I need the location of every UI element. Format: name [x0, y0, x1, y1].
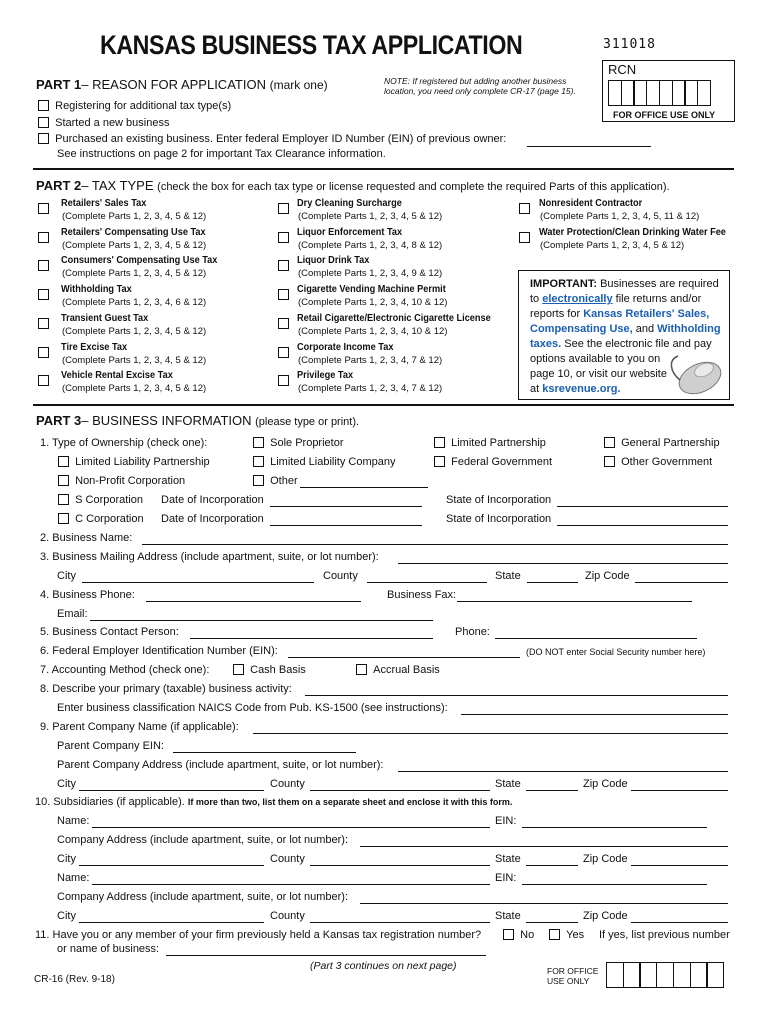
ownership-othergov[interactable]: Other Government: [604, 456, 712, 468]
checkbox[interactable]: [38, 117, 49, 128]
sub2-name-label: Name:: [57, 872, 90, 884]
q2-label: 2. Business Name:: [40, 532, 133, 544]
q6-label: 6. Federal Employer Identification Number (EIN):: [40, 645, 278, 657]
checkbox[interactable]: [356, 664, 367, 675]
email-field[interactable]: [90, 620, 433, 621]
sub2-county-label: County: [270, 910, 305, 922]
tax-type-option[interactable]: [38, 256, 49, 274]
tax-type-parts: (Complete Parts 1, 2, 3, 4, 8 & 12): [298, 239, 443, 251]
parent-state-label: State: [495, 778, 521, 790]
county-field[interactable]: [367, 582, 487, 583]
divider: [33, 404, 734, 406]
q11-previous-number-label: If yes, list previous number: [599, 929, 730, 941]
mailing-address-field[interactable]: [398, 563, 728, 564]
important-text: IMPORTANT: Businesses are required to electronically file returns and/or reports for Kansas Retailers' Sales, Compensating Use, and Withholding taxes. See the electronic file and pay options available to you on page 10, or visit our website at ksrevenue.org.: [530, 278, 721, 395]
part1-note: NOTE: If registered but adding another business location, you need only complete CR-17 (page 15).: [384, 76, 576, 96]
option-new-business[interactable]: Started a new business: [38, 117, 169, 129]
scorp-state-field[interactable]: [557, 506, 728, 507]
footer-office-label: FOR OFFICE USE ONLY: [547, 966, 599, 986]
checkbox[interactable]: [503, 929, 514, 940]
q9-label: 9. Parent Company Name (if applicable):: [40, 721, 239, 733]
rcn-label: RCN: [608, 62, 637, 77]
q8-label: 8. Describe your primary (taxable) business activity:: [40, 683, 292, 695]
part3-heading: PART 3– BUSINESS INFORMATION (please type or print).: [36, 413, 360, 428]
checkbox[interactable]: [253, 437, 264, 448]
naics-field[interactable]: [461, 714, 728, 715]
form-code: 311018: [603, 37, 656, 52]
tax-type-name: Withholding Tax: [61, 284, 132, 296]
checkbox[interactable]: [38, 260, 49, 271]
cash-basis-option[interactable]: Cash Basis: [233, 664, 306, 676]
rcn-cells: [608, 80, 710, 106]
checkbox[interactable]: [604, 456, 615, 467]
tax-type-name: Cigarette Vending Machine Permit: [297, 284, 446, 296]
checkbox[interactable]: [434, 456, 445, 467]
sub2-county-field[interactable]: [310, 922, 490, 923]
previous-ein-field[interactable]: [527, 146, 651, 147]
tax-type-option[interactable]: [38, 314, 49, 332]
q11-label: 11. Have you or any member of your firm previously held a Kansas tax registration number?: [35, 929, 482, 941]
tax-type-option[interactable]: [38, 343, 49, 361]
parent-county-field[interactable]: [310, 790, 490, 791]
tax-type-name: Privilege Tax: [297, 370, 354, 382]
business-phone-field[interactable]: [146, 601, 361, 602]
ownership-llp[interactable]: Limited Liability Partnership: [58, 456, 210, 468]
tax-type-name: Tire Excise Tax: [61, 341, 128, 353]
form-revision: CR-16 (Rev. 9-18): [34, 974, 115, 985]
q7-label: 7. Accounting Method (check one):: [40, 664, 210, 676]
ownership-lp[interactable]: Limited Partnership: [434, 437, 546, 449]
ownership-scorp[interactable]: S Corporation: [58, 494, 143, 506]
parent-ein-field[interactable]: [173, 752, 356, 753]
tax-type-parts: (Complete Parts 1, 2, 3, 4, 6 & 12): [62, 297, 207, 309]
sub1-city-field[interactable]: [79, 865, 264, 866]
city-field[interactable]: [82, 582, 314, 583]
checkbox[interactable]: [38, 347, 49, 358]
q6-note: (DO NOT enter Social Security number here): [526, 647, 706, 657]
q11-no-option[interactable]: No: [503, 929, 534, 941]
sub2-city-label: City: [57, 910, 76, 922]
ownership-fed[interactable]: Federal Government: [434, 456, 552, 468]
tax-type-parts: (Complete Parts 1, 2, 3, 4, 5 & 12): [62, 325, 207, 337]
checkbox[interactable]: [38, 232, 49, 243]
continues-note: (Part 3 continues on next page): [310, 960, 457, 972]
contact-phone-field[interactable]: [495, 638, 697, 639]
tax-type-option[interactable]: [278, 256, 289, 274]
page-title: KANSAS BUSINESS TAX APPLICATION: [100, 30, 523, 60]
checkbox[interactable]: [253, 475, 264, 486]
tax-type-option[interactable]: [519, 199, 530, 217]
zip-label: Zip Code: [585, 570, 630, 582]
tax-type-name: Liquor Enforcement Tax: [297, 226, 403, 238]
ccorp-date-field[interactable]: [270, 525, 422, 526]
tax-type-name: Consumers' Compensating Use Tax: [61, 255, 218, 267]
checkbox[interactable]: [38, 318, 49, 329]
fax-label: Business Fax:: [387, 589, 457, 601]
tax-type-name: Retailers' Sales Tax: [61, 198, 147, 209]
tax-type-parts: (Complete Parts 1, 2, 3, 4, 5, 11 & 12): [540, 211, 700, 222]
checkbox[interactable]: [233, 664, 244, 675]
tax-type-parts: (Complete Parts 1, 2, 3, 4, 5 & 12): [540, 239, 685, 251]
ownership-llc[interactable]: Limited Liability Company: [253, 456, 395, 468]
parent-zip-label: Zip Code: [583, 778, 628, 790]
contact-person-field[interactable]: [190, 638, 433, 639]
checkbox[interactable]: [278, 232, 289, 243]
ownership-gp[interactable]: General Partnership: [604, 437, 720, 449]
option-additional-tax[interactable]: Registering for additional tax type(s): [38, 100, 231, 112]
ownership-other[interactable]: Other: [253, 475, 298, 487]
parent-zip-field[interactable]: [631, 790, 728, 791]
tax-type-name: Dry Cleaning Surcharge: [297, 198, 402, 209]
tax-type-option[interactable]: [38, 199, 49, 217]
tax-type-parts: (Complete Parts 1, 2, 3, 4, 9 & 12): [298, 268, 443, 280]
sub2-zip-label: Zip Code: [583, 910, 628, 922]
part1-heading: PART 1– REASON FOR APPLICATION (mark one): [36, 77, 328, 92]
tax-type-option[interactable]: [278, 199, 289, 217]
sub2-address-label: Company Address (include apartment, suite, or lot number):: [57, 891, 349, 903]
sub2-ein-label: EIN:: [495, 872, 517, 884]
parent-name-field[interactable]: [253, 733, 728, 734]
tax-type-name: Corporate Income Tax: [297, 341, 394, 353]
sub2-address-field[interactable]: [360, 903, 728, 904]
tax-type-parts: (Complete Parts 1, 2, 3, 4, 10 & 12): [298, 297, 448, 309]
other-ownership-field[interactable]: [300, 487, 428, 488]
state-label: State: [495, 570, 521, 582]
q11-business-name-label: or name of business:: [57, 943, 160, 955]
checkbox[interactable]: [278, 375, 289, 386]
checkbox[interactable]: [253, 456, 264, 467]
tax-type-name: Transient Guest Tax: [61, 312, 149, 324]
tax-type-name: Vehicle Rental Excise Tax: [61, 370, 173, 382]
sub1-address-field[interactable]: [360, 846, 728, 847]
tax-type-option[interactable]: [278, 314, 289, 332]
ksrevenue-link[interactable]: ksrevenue.org.: [542, 383, 621, 395]
tax-type-option[interactable]: [519, 228, 530, 246]
ownership-sole[interactable]: Sole Proprietor: [253, 437, 344, 449]
naics-label: Enter business classification NAICS Code from Pub. KS-1500 (see instructions):: [57, 702, 448, 714]
tax-type-parts: (Complete Parts 1, 2, 3, 4, 5 & 12): [62, 383, 207, 395]
footer-office-cells: [606, 962, 723, 988]
parent-ein-label: Parent Company EIN:: [57, 740, 164, 752]
tax-type-option[interactable]: [278, 228, 289, 246]
ccorp-state-label: State of Incorporation: [446, 513, 552, 525]
accrual-basis-option[interactable]: Accrual Basis: [356, 664, 440, 676]
checkbox[interactable]: [38, 289, 49, 300]
fein-field[interactable]: [288, 657, 520, 658]
parent-county-label: County: [270, 778, 305, 790]
tax-type-option[interactable]: [278, 285, 289, 303]
tax-type-parts: (Complete Parts 1, 2, 3, 4, 10 & 12): [298, 325, 448, 337]
tax-type-option[interactable]: [278, 343, 289, 361]
scorp-date-label: Date of Incorporation: [161, 494, 264, 506]
checkbox[interactable]: [278, 289, 289, 300]
checkbox[interactable]: [278, 347, 289, 358]
business-activity-field[interactable]: [305, 695, 728, 696]
checkbox[interactable]: [549, 929, 560, 940]
county-label: County: [323, 570, 358, 582]
tax-type-parts: (Complete Parts 1, 2, 3, 4, 5 & 12): [62, 354, 207, 366]
sub1-name-label: Name:: [57, 815, 90, 827]
sub2-state-field[interactable]: [526, 922, 578, 923]
checkbox[interactable]: [38, 100, 49, 111]
q5-label: 5. Business Contact Person:: [40, 626, 179, 638]
parent-address-label: Parent Company Address (include apartment, suite, or lot number):: [57, 759, 384, 771]
q3-label: 3. Business Mailing Address (include apartment, suite, or lot number):: [40, 551, 379, 563]
ownership-ccorp[interactable]: C Corporation: [58, 513, 144, 525]
sub1-ein-label: EIN:: [495, 815, 517, 827]
ownership-nonprofit[interactable]: Non-Profit Corporation: [58, 475, 185, 487]
sub2-ein-field[interactable]: [522, 884, 707, 885]
sub2-city-field[interactable]: [79, 922, 264, 923]
ccorp-state-field[interactable]: [557, 525, 728, 526]
zip-field[interactable]: [635, 582, 728, 583]
parent-address-field[interactable]: [398, 771, 728, 772]
scorp-state-label: State of Incorporation: [446, 494, 552, 506]
checkbox[interactable]: [278, 318, 289, 329]
sub2-state-label: State: [495, 910, 521, 922]
parent-city-label: City: [57, 778, 76, 790]
ccorp-date-label: Date of Incorporation: [161, 513, 264, 525]
q11-yes-option[interactable]: Yes: [549, 929, 584, 941]
checkbox[interactable]: [58, 456, 69, 467]
checkbox[interactable]: [38, 203, 49, 214]
sub1-city-label: City: [57, 853, 76, 865]
sub1-address-label: Company Address (include apartment, suite, or lot number):: [57, 834, 349, 846]
checkbox[interactable]: [519, 203, 530, 214]
q4-label: 4. Business Phone:: [40, 589, 135, 601]
q1-label: 1. Type of Ownership (check one):: [40, 437, 208, 449]
sub1-zip-field[interactable]: [631, 865, 728, 866]
tax-type-name: Liquor Drink Tax: [297, 255, 370, 267]
sub1-county-label: County: [270, 853, 305, 865]
checkbox[interactable]: [58, 494, 69, 505]
sub1-ein-field[interactable]: [522, 827, 707, 828]
parent-state-field[interactable]: [526, 790, 578, 791]
phone-label: Phone:: [455, 626, 490, 638]
tax-type-option[interactable]: [278, 371, 289, 389]
checkbox[interactable]: [38, 375, 49, 386]
checkbox[interactable]: [58, 475, 69, 486]
tax-type-parts: (Complete Parts 1, 2, 3, 4, 7 & 12): [298, 383, 443, 395]
tax-type-option[interactable]: [38, 228, 49, 246]
email-label: Email:: [57, 608, 88, 620]
business-name-field[interactable]: [142, 544, 728, 545]
sub2-name-field[interactable]: [92, 884, 490, 885]
office-use-label: FOR OFFICE USE ONLY: [613, 110, 716, 120]
scorp-date-field[interactable]: [270, 506, 422, 507]
tax-type-name: Retailers' Compensating Use Tax: [61, 226, 206, 238]
previous-number-field[interactable]: [166, 955, 486, 956]
checkbox[interactable]: [434, 437, 445, 448]
electronically-link[interactable]: electronically: [542, 293, 613, 305]
state-field[interactable]: [527, 582, 578, 583]
tax-type-parts: (Complete Parts 1, 2, 3, 4, 5 & 12): [62, 268, 207, 280]
sub1-state-label: State: [495, 853, 521, 865]
sub1-state-field[interactable]: [526, 865, 578, 866]
business-fax-field[interactable]: [457, 601, 692, 602]
divider: [33, 168, 734, 170]
city-label: City: [57, 570, 76, 582]
tax-type-option[interactable]: [38, 285, 49, 303]
tax-type-name: Nonresident Contractor: [539, 198, 643, 209]
q10-label: 10. Subsidiaries (if applicable). If more than two, list them on a separate sheet and enclose it with this form.: [35, 796, 513, 808]
sub2-zip-field[interactable]: [631, 922, 728, 923]
tax-type-name: Retail Cigarette/Electronic Cigarette License: [297, 312, 491, 324]
tax-type-name: Water Protection/Clean Drinking Water Fee: [539, 226, 726, 238]
sub1-zip-label: Zip Code: [583, 853, 628, 865]
checkbox[interactable]: [38, 133, 49, 144]
checkbox[interactable]: [278, 203, 289, 214]
tax-type-option[interactable]: [38, 371, 49, 389]
tax-clearance-instructions: See instructions on page 2 for important Tax Clearance information.: [57, 148, 386, 160]
checkbox[interactable]: [58, 513, 69, 524]
parent-city-field[interactable]: [79, 790, 264, 791]
option-purchased-business[interactable]: Purchased an existing business. Enter federal Employer ID Number (EIN) of previous owner:: [38, 133, 506, 145]
part2-heading: PART 2– TAX TYPE (check the box for each tax type or license requested and complete the required Parts of this application).: [36, 178, 670, 193]
tax-type-parts: (Complete Parts 1, 2, 3, 4, 5 & 12): [62, 239, 207, 251]
checkbox[interactable]: [519, 232, 530, 243]
sub1-county-field[interactable]: [310, 865, 490, 866]
checkbox[interactable]: [604, 437, 615, 448]
sub1-name-field[interactable]: [92, 827, 490, 828]
tax-type-parts: (Complete Parts 1, 2, 3, 4, 7 & 12): [298, 354, 443, 366]
tax-type-parts: (Complete Parts 1, 2, 3, 4, 5 & 12): [62, 211, 207, 222]
tax-type-parts: (Complete Parts 1, 2, 3, 4, 5 & 12): [298, 211, 443, 222]
checkbox[interactable]: [278, 260, 289, 271]
